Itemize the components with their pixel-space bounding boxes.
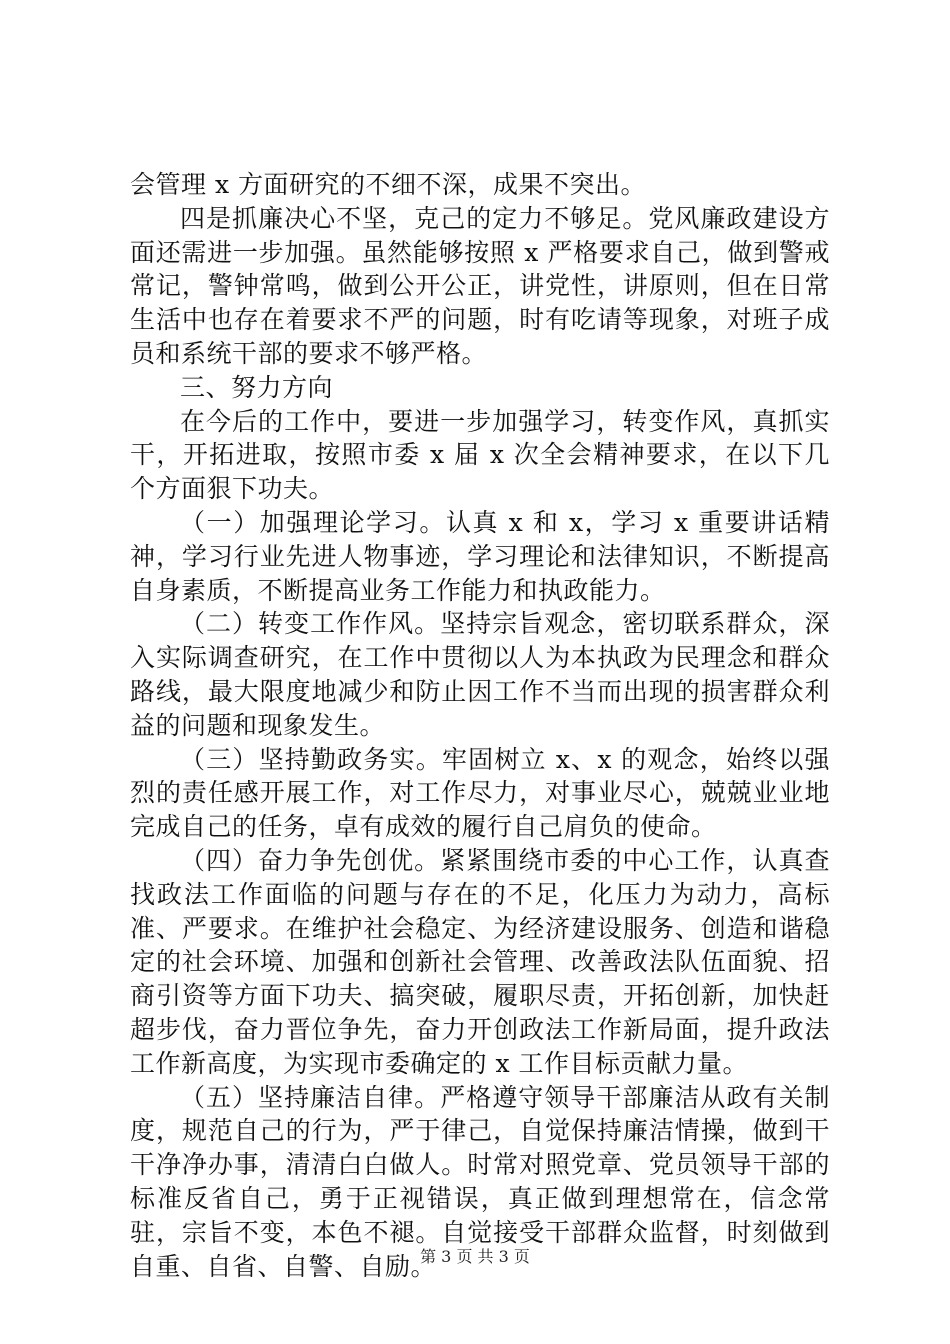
paragraph-item-2: （二）转变工作作风。坚持宗旨观念，密切联系群众，深入实际调查研究，在工作中贯彻以人为本执政为民理念和群众路线，最大限度地减少和防止因工作不当而出现的损害群众利益的问题和现象发生。 — [130, 609, 830, 740]
paragraph-item-5: （五）坚持廉洁自律。严格遵守领导干部廉洁从政有关制度，规范自己的行为，严于律己，自觉保持廉洁情操，做到干干净净办事，清清白白做人。时常对照党章、党员领导干部的标准反省自己，勇于正视错误，真正做到理想常在，信念常驻，宗旨不变，本色不褪。自觉接受干部群众监督，时刻做到自重、自省、自警、自励。 — [130, 1082, 830, 1281]
paragraph-intro: 在今后的工作中，要进一步加强学习，转变作风，真抓实干，开拓进取，按照市委 x 届 x 次全会精神要求，在以下几个方面狠下功夫。 — [130, 406, 830, 504]
paragraph-point-four: 四是抓廉决心不坚，克己的定力不够足。党风廉政建设方面还需进一步加强。虽然能够按照 x 严格要求自己，做到警戒常记，警钟常鸣，做到公开公正，讲党性，讲原则，但在日常生活中也存在着要求不严的问题，时有吃请等现象，对班子成员和系统干部的要求不够严格。 — [130, 203, 830, 368]
section-heading-direction: 三、努力方向 — [180, 372, 334, 402]
document-body — [130, 168, 830, 1283]
paragraph-item-4: （四）奋力争先创优。紧紧围绕市委的中心工作，认真查找政法工作面临的问题与存在的不足，化压力为动力，高标准、严要求。在维护社会稳定、为经济建设服务、创造和谐稳定的社会环境、加强和创新社会管理、改善政法队伍面貌、招商引资等方面下功夫、搞突破，履职尽责，开拓创新，加快赶超步伐，奋力晋位争先，奋力开创政法工作新局面，提升政法工作新高度，为实现市委确定的 x 工作目标贡献力量。 — [130, 845, 830, 1078]
paragraph-continuation: 会管理 x 方面研究的不细不深，成果不突出。 — [130, 170, 646, 199]
page-footer: 第 3 页 共 3 页 — [420, 1247, 530, 1266]
paragraph-item-1: （一）加强理论学习。认真 x 和 x，学习 x 重要讲话精神，学习行业先进人物事迹，学习理论和法律知识，不断提高自身素质，不断提高业务工作能力和执政能力。 — [130, 507, 830, 605]
paragraph-item-3: （三）坚持勤政务实。牢固树立 x、x 的观念，始终以强烈的责任感开展工作，对工作尽力，对事业尽心，兢兢业业地完成自己的任务，卓有成效的履行自己肩负的使命。 — [130, 744, 830, 842]
